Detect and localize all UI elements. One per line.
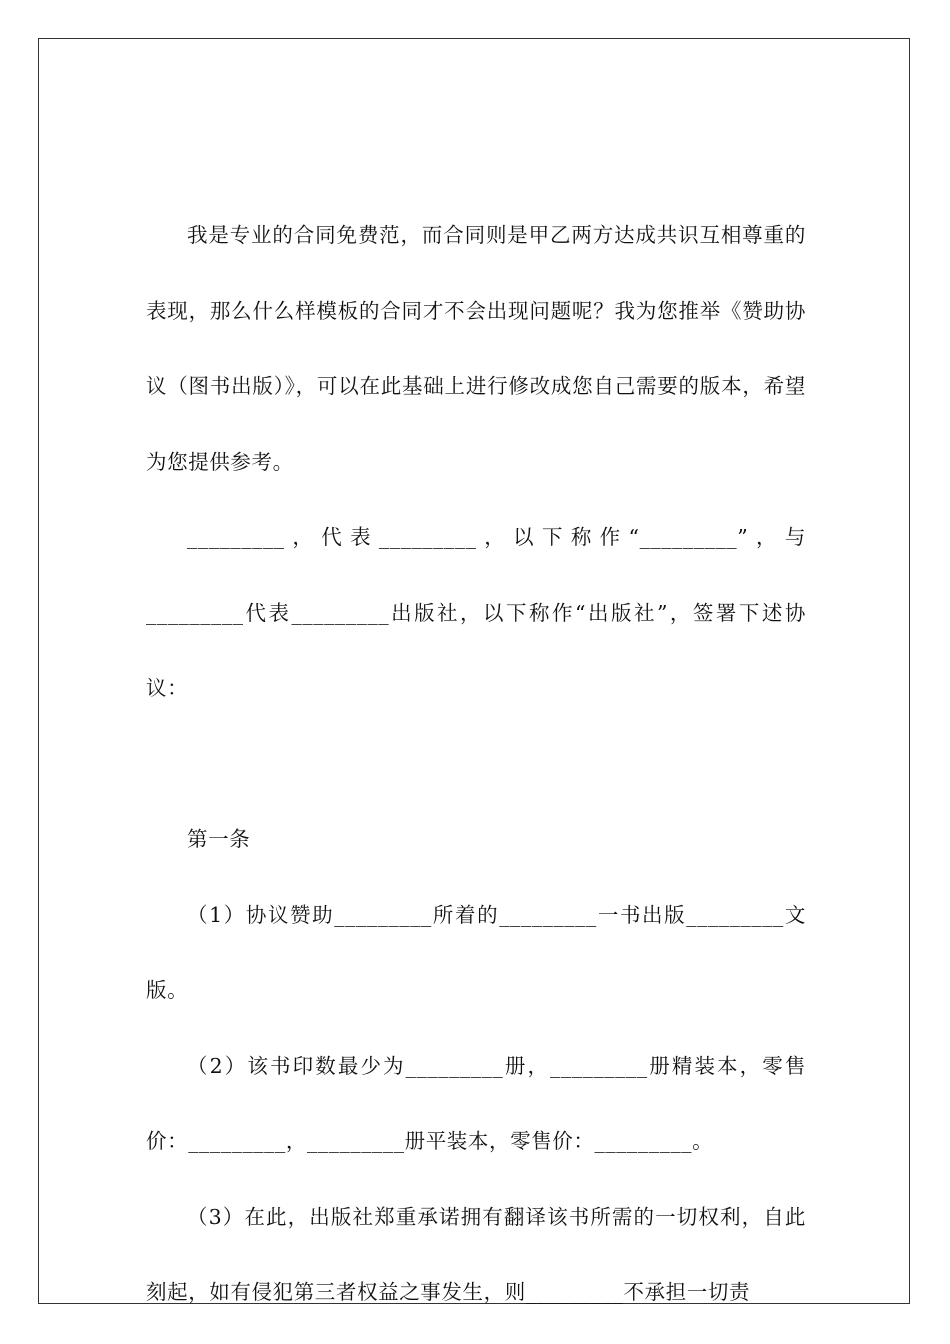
document-body — [146, 198, 806, 1331]
parties-paragraph: _________，代表_________，以下称作“_________”，与_________代表_________出版社，以下称作“出版社”，签署下述协议： — [146, 525, 806, 700]
clause-3: （3）在此，出版社郑重承诺拥有翻译该书所需的一切权利，自此刻起，如有侵犯第三者权益之事发生，则_________不承担一切责 — [146, 1204, 806, 1304]
clause-2: （2）该书印数最少为_________册，_________册精装本，零售价：_________，_________册平装本，零售价：_________。 — [146, 1053, 806, 1153]
blank-line — [146, 727, 806, 803]
intro-paragraph: 我是专业的合同免费范，而合同则是甲乙两方达成共识互相尊重的表现，那么什么样模板的合同才不会出现问题呢？我为您推举《赞助协议（图书出版）》，可以在此基础上进行修改成您自己需要的版本，希望为您提供参考。 — [146, 223, 806, 474]
article-heading: 第一条 — [187, 827, 251, 851]
clause-1: （1）协议赞助_________所着的_________一书出版_________文版。 — [146, 902, 806, 1002]
